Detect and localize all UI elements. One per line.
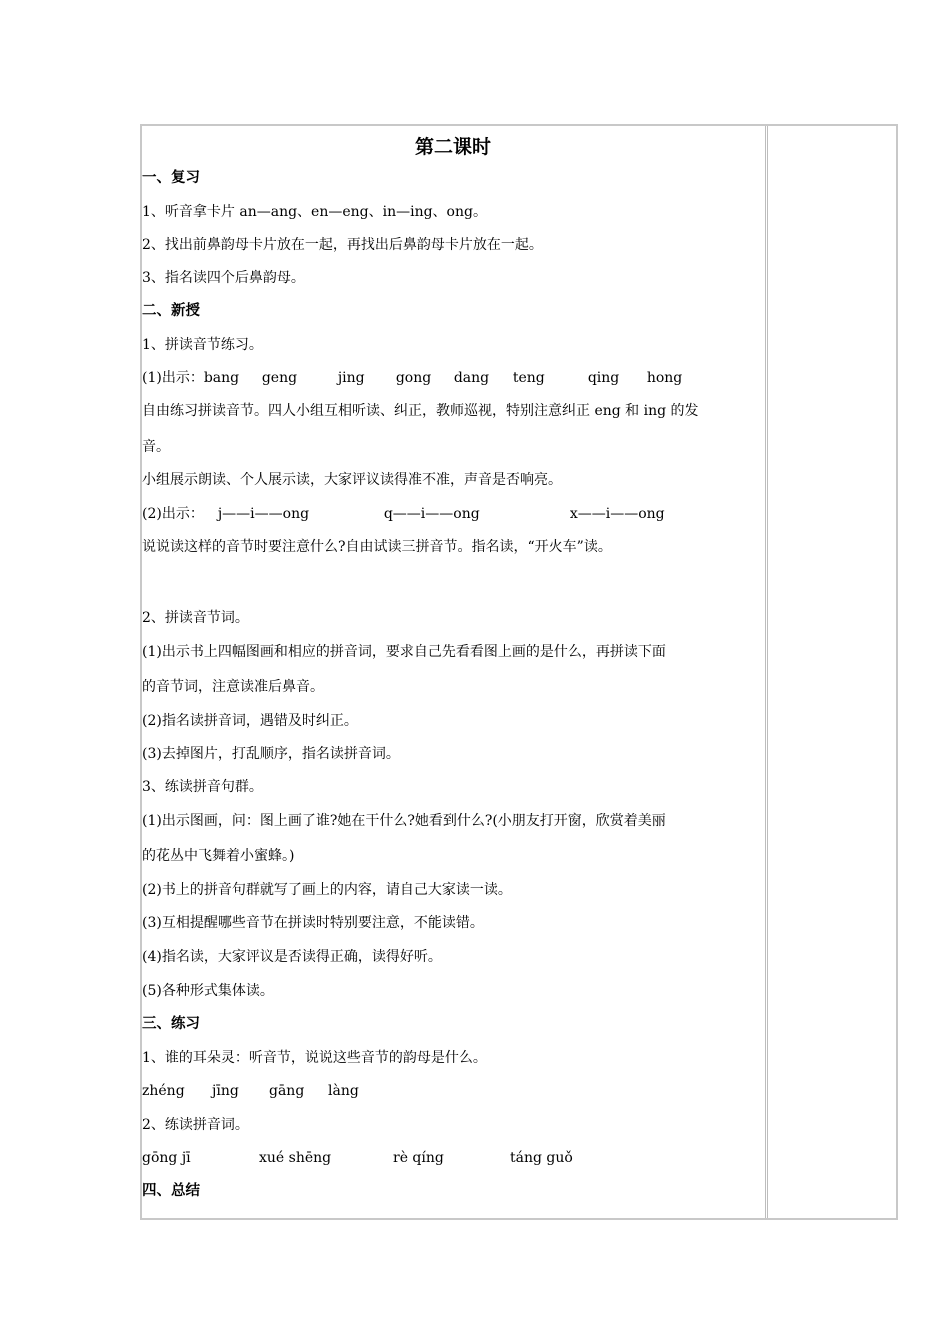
triple-syllable: x——i——ong [569, 506, 665, 522]
syllable: geng [261, 370, 298, 386]
syllable: jīng [212, 1083, 239, 1099]
group-display-text: 小组展示朗读、个人展示读，大家评议读得准不准，声音是否响亮。 [142, 472, 562, 488]
syllable: hong [646, 370, 683, 386]
pinyin-word: gōng jī [142, 1150, 191, 1166]
triple-syllable: q——i——ong [383, 506, 480, 522]
review-heading: 一、复习 [142, 170, 200, 186]
practice-text-a: 自由练习拼读音节。四人小组互相听读、纠正，教师巡视，特别注意纠正 eng 和 ing 的发 [142, 403, 699, 419]
triple-syllable: j——i——ong [217, 506, 310, 522]
show-label: (2)出示： [142, 506, 204, 522]
triple-syllable-line [142, 504, 665, 524]
summary-heading: 四、总结 [142, 1183, 200, 1199]
lesson-title: 第二课时 [414, 136, 491, 158]
word-step-1b: 的音节词，注意读准后鼻音。 [142, 679, 324, 695]
review-item-3: 3、指名读四个后鼻韵母。 [142, 270, 305, 286]
word-practice-title: 2、拼读音节词。 [142, 610, 249, 626]
syllable: teng [512, 370, 545, 386]
exercise-2: 2、练读拼音词。 [142, 1117, 249, 1133]
syllable: làng [328, 1083, 359, 1099]
syllable: bang [203, 370, 240, 386]
sentence-step-2: (2)书上的拼音句群就写了画上的内容，请自己大家读一读。 [142, 882, 512, 898]
review-item-2: 2、找出前鼻韵母卡片放在一起，再找出后鼻韵母卡片放在一起。 [142, 237, 543, 253]
syllable: dang [453, 370, 490, 386]
syllable: gāng [269, 1083, 305, 1099]
sentence-step-3: (3)互相提醒哪些音节在拼读时特别要注意，不能读错。 [142, 915, 484, 931]
sentence-step-5: (5)各种形式集体读。 [142, 983, 274, 999]
pinyin-word: táng guǒ [510, 1150, 573, 1166]
review-item-1: 1、听音拿卡片 an—ang、en—eng、in—ing、ong。 [142, 204, 487, 220]
sentence-step-4: (4)指名读，大家评议是否读得正确，读得好听。 [142, 949, 442, 965]
sentence-step-1a: (1)出示图画，问：图上画了谁?她在干什么?她看到什么?(小朋友打开窗，欣赏着美丽 [142, 813, 666, 829]
practice-heading: 三、练习 [142, 1016, 200, 1032]
pinyin-word: xué shēng [259, 1150, 332, 1166]
syllable-practice-title: 1、拼读音节练习。 [142, 337, 263, 353]
syllable: gong [395, 370, 432, 386]
word-step-2: (2)指名读拼音词，遇错及时纠正。 [142, 713, 358, 729]
exercise-1-syllables [142, 1081, 359, 1101]
show-label: (1)出示： [142, 370, 204, 386]
syllable: qing [587, 370, 620, 386]
exercise-1: 1、谁的耳朵灵：听音节，说说这些音节的韵母是什么。 [142, 1050, 487, 1066]
new-heading: 二、新授 [142, 303, 200, 319]
word-step-3: (3)去掉图片，打乱顺序，指名读拼音词。 [142, 746, 400, 762]
sentence-practice-title: 3、练读拼音句群。 [142, 779, 263, 795]
word-step-1a: (1)出示书上四幅图画和相应的拼音词，要求自己先看看图上画的是什么，再拼读下面 [142, 644, 666, 660]
lesson-content [140, 124, 766, 1220]
triple-syllable-text: 说说读这样的音节时要注意什么?自由试读三拼音节。指名读，“开火车”读。 [142, 539, 612, 555]
syllable: zhéng [142, 1083, 185, 1099]
practice-text-b: 音。 [142, 439, 170, 455]
syllable: jing [337, 370, 365, 386]
sentence-step-1b: 的花丛中飞舞着小蜜蜂。) [142, 848, 295, 864]
exercise-2-words [142, 1148, 573, 1168]
pinyin-word: rè qíng [393, 1150, 444, 1166]
syllable-show-line [142, 368, 682, 388]
